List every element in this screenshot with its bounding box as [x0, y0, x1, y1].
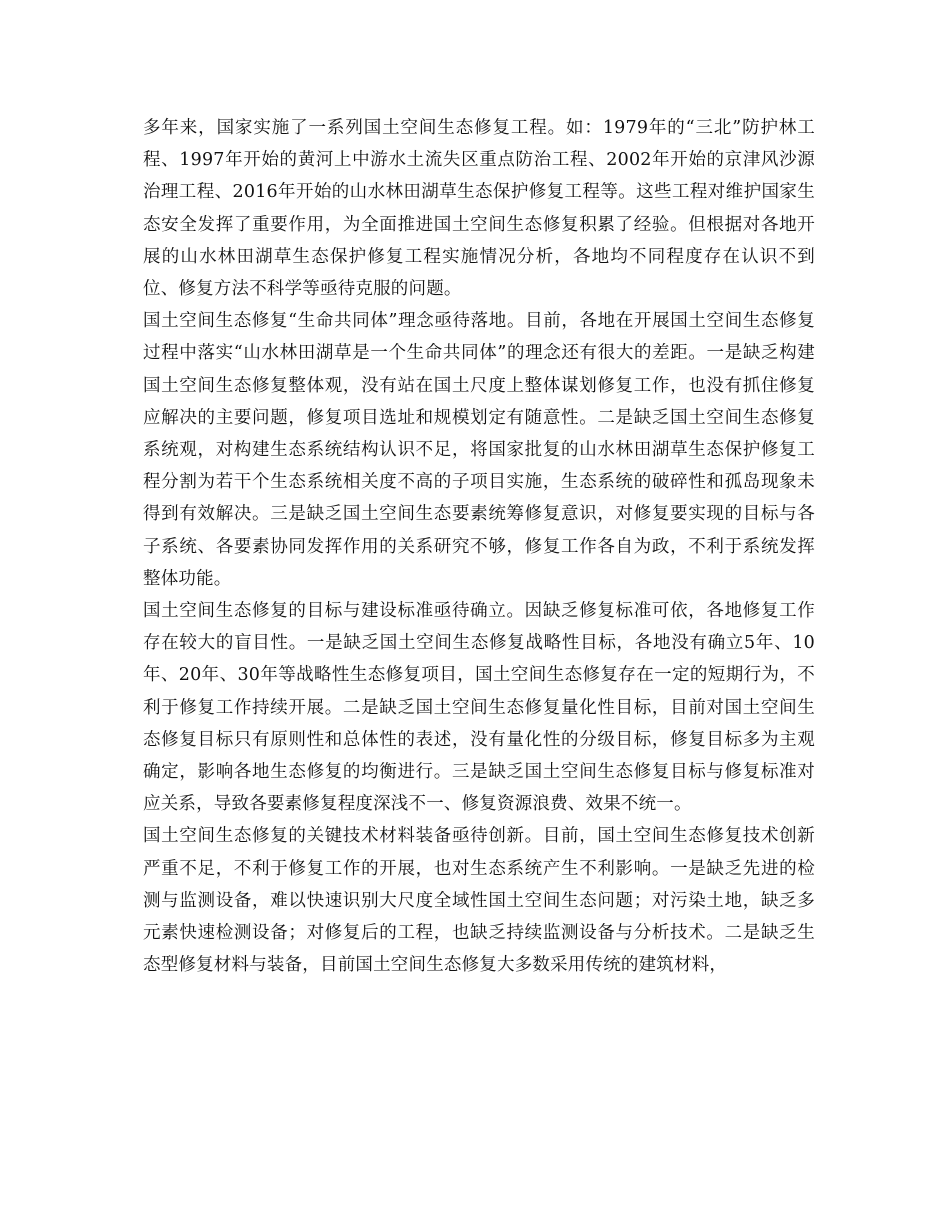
paragraph-4: 国土空间生态修复的关键技术材料装备亟待创新。目前，国土空间生态修复技术创新严重不足，不利于修复工作的开展，也对生态系统产生不利影响。一是缺乏先进的检测与监测设备，难以快速识别大尺度全域性国土空间生态问题；对污染土地，缺乏多元素快速检测设备；对修复后的工程，也缺乏持续监测设备与分析技术。二是缺乏生态型修复材料与装备，目前国土空间生态修复大多数采用传统的建筑材料，	[143, 826, 815, 976]
paragraph-2: 国土空间生态修复“生命共同体”理念亟待落地。目前，各地在开展国土空间生态修复过程中落实“山水林田湖草是一个生命共同体”的理念还有很大的差距。一是缺乏构建国土空间生态修复整体观，没有站在国土尺度上整体谋划修复工作，也没有抓住修复应解决的主要问题，修复项目选址和规模划定有随意性。二是缺乏国土空间生态修复系统观，对构建生态系统结构认识不足，将国家批复的山水林田湖草生态保护修复工程分割为若干个生态系统相关度不高的子项目实施，生态系统的破碎性和孤岛现象未得到有效解决。三是缺乏国土空间生态要素统筹修复意识，对修复要实现的目标与各子系统、各要素协同发挥作用的关系研究不够，修复工作各自为政，不利于系统发挥整体功能。	[143, 311, 815, 589]
paragraph-3: 国土空间生态修复的目标与建设标准亟待确立。因缺乏修复标准可依，各地修复工作存在较大的盲目性。一是缺乏国土空间生态修复战略性目标，各地没有确立5年、10年、20年、30年等战略性生态修复项目，国土空间生态修复存在一定的短期行为，不利于修复工作持续开展。二是缺乏国土空间生态修复量化性目标，目前对国土空间生态修复目标只有原则性和总体性的表述，没有量化性的分级目标，修复目标多为主观确定，影响各地生态修复的均衡进行。三是缺乏国土空间生态修复目标与修复标准对应关系，导致各要素修复程度深浅不一、修复资源浪费、效果不统一。	[143, 601, 815, 815]
document-body	[143, 112, 815, 981]
paragraph-1: 多年来，国家实施了一系列国土空间生态修复工程。如：1979年的“三北”防护林工程、1997年开始的黄河上中游水土流失区重点防治工程、2002年开始的京津风沙源治理工程、2016年开始的山水林田湖草生态保护修复工程等。这些工程对维护国家生态安全发挥了重要作用，为全面推进国土空间生态修复积累了经验。但根据对各地开展的山水林田湖草生态保护修复工程实施情况分析，各地均不同程度存在认识不到位、修复方法不科学等亟待克服的问题。	[143, 118, 815, 300]
